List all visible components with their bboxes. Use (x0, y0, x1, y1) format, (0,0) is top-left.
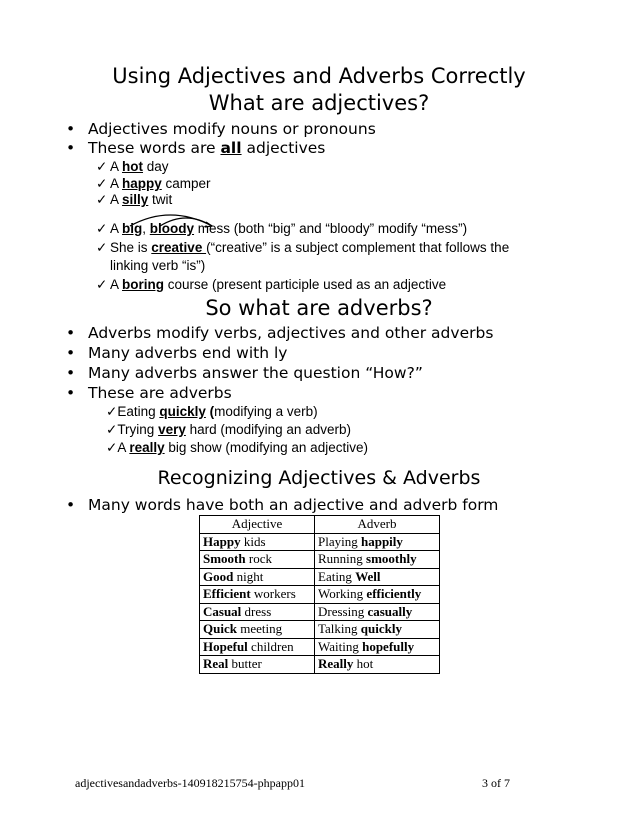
page-number: 3 of 7 (482, 776, 510, 790)
checkmark-icon: ✓ (106, 440, 118, 455)
example-quickly: ✓Eating quickly (modifying a verb) (106, 404, 318, 419)
example-silly: ✓ A silly twit (96, 192, 173, 207)
column-header-adjective: Adjective (200, 516, 315, 534)
example-very: ✓Trying very hard (modifying an adverb) (106, 422, 351, 437)
bullet-these-are-adverbs: • These are adverbs (66, 384, 232, 402)
checkmark-icon: ✓ (96, 176, 108, 191)
bullet-adjectives-modify: • Adjectives modify nouns or pronouns (66, 120, 376, 138)
bullet-dot: • (66, 324, 76, 342)
adjective-cell: Real butter (200, 656, 315, 674)
adverb-cell: Really hot (315, 656, 440, 674)
example-creative: ✓ She is creative (“creative” is a subject complement that follows the (96, 240, 510, 255)
adverb-cell: Eating Well (315, 568, 440, 586)
table-row (200, 638, 440, 656)
checkmark-icon: ✓ (96, 159, 108, 174)
column-header-adverb: Adverb (315, 516, 440, 534)
adjective-cell: Quick meeting (200, 621, 315, 639)
adverb-cell: Running smoothly (315, 551, 440, 569)
adverb-cell: Waiting hopefully (315, 638, 440, 656)
bullet-dot: • (66, 384, 76, 402)
bullet-dot: • (66, 496, 76, 514)
checkmark-icon: ✓ (96, 192, 108, 207)
footer-filename: adjectivesandadverbs-140918215754-phpapp01 (75, 776, 305, 790)
checkmark-icon: ✓ (96, 240, 108, 255)
checkmark-icon: ✓ (106, 404, 118, 419)
adverb-cell: Working efficiently (315, 586, 440, 604)
table-row (200, 656, 440, 674)
section-heading-adjectives: What are adjectives? (208, 91, 430, 115)
example-big-bloody: ✓ A big, bloody mess (both “big” and “bloody” modify “mess”) (96, 221, 468, 236)
table-header-row (200, 516, 440, 534)
adjective-cell: Happy kids (200, 533, 315, 551)
adjective-cell: Casual dress (200, 603, 315, 621)
checkmark-icon: ✓ (96, 221, 108, 236)
table-row (200, 533, 440, 551)
example-hot: ✓ A hot day (96, 159, 169, 174)
page-title: Using Adjectives and Adverbs Correctly (112, 64, 526, 88)
table-row (200, 603, 440, 621)
bullet-dot: • (66, 139, 76, 157)
section-heading-adverbs: So what are adverbs? (205, 296, 433, 320)
example-really: ✓A really big show (modifying an adjective) (106, 440, 368, 455)
example-boring: ✓ A boring course (present participle used as an adjective (96, 277, 447, 292)
bullet-how-question: • Many adverbs answer the question “How?” (66, 364, 423, 382)
bullet-dot: • (66, 120, 76, 138)
bullet-both-forms: • Many words have both an adjective and adverb form (66, 496, 499, 514)
adjective-cell: Good night (200, 568, 315, 586)
table-row (200, 568, 440, 586)
checkmark-icon: ✓ (106, 422, 118, 437)
checkmark-icon: ✓ (96, 277, 108, 292)
adjective-cell: Hopeful children (200, 638, 315, 656)
bullet-dot: • (66, 344, 76, 362)
bullet-end-with-ly: • Many adverbs end with ly (66, 344, 288, 362)
keyword-all: all (220, 139, 242, 157)
adjective-adverb-table (199, 515, 440, 674)
adjective-cell: Efficient workers (200, 586, 315, 604)
section-heading-recognizing: Recognizing Adjectives & Adverbs (157, 467, 481, 489)
adjective-cell: Smooth rock (200, 551, 315, 569)
example-happy: ✓ A happy camper (96, 176, 211, 191)
adverb-cell: Dressing casually (315, 603, 440, 621)
adverb-cell: Talking quickly (315, 621, 440, 639)
example-creative-line2: linking verb “is”) (110, 258, 206, 273)
table-row (200, 621, 440, 639)
table-row (200, 551, 440, 569)
bullet-these-words: • These words are all adjectives (66, 139, 326, 157)
table-row (200, 586, 440, 604)
adverb-cell: Playing happily (315, 533, 440, 551)
bullet-dot: • (66, 364, 76, 382)
bullet-adverbs-modify: • Adverbs modify verbs, adjectives and other adverbs (66, 324, 494, 342)
